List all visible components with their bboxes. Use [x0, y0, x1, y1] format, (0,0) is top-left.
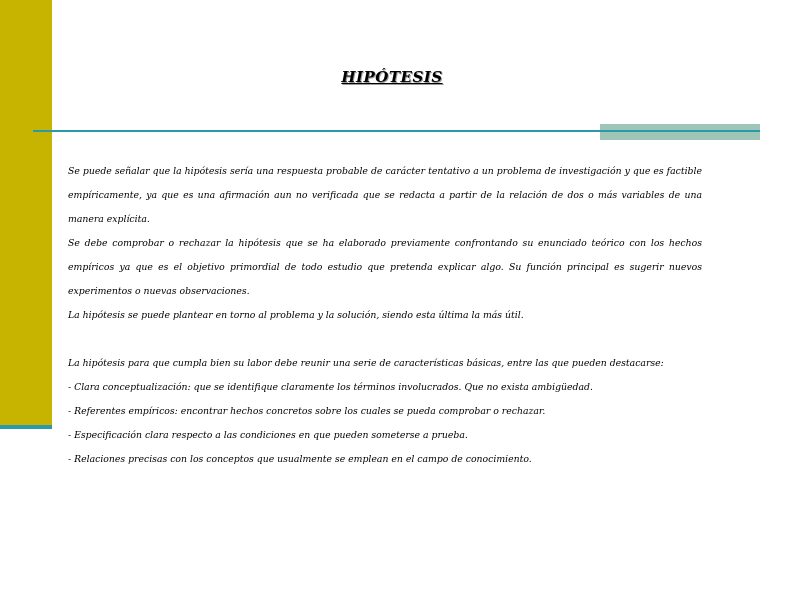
body-text — [68, 160, 702, 472]
left-accent-bar — [0, 0, 52, 425]
characteristic-item: - Relaciones precisas con los conceptos que usualmente se emplean en el campo de conocimiento. — [68, 454, 532, 465]
page-title: HIPÓTESIS — [341, 68, 443, 86]
characteristic-item: - Referentes empíricos: encontrar hechos concretos sobre los cuales se pueda comprobar o rechazar. — [68, 406, 546, 417]
paragraph-spacer — [68, 328, 702, 352]
characteristic-item: - Especificación clara respecto a las condiciones en que pueden someterse a prueba. — [68, 430, 468, 441]
paragraph-verification: Se debe comprobar o rechazar la hipótesis que se ha elaborado previamente confrontando su enunciado teórico con los hechos empíricos ya que es el objetivo primordial de todo estudio que pretenda explicar algo. Su función principal es sugerir nuevos experimentos o nuevas observaciones. — [68, 238, 702, 297]
characteristic-item: - Clara conceptualización: que se identifique claramente los términos involucrados. Que no exista ambigüedad. — [68, 382, 593, 393]
paragraph-definition: Se puede señalar que la hipótesis sería una respuesta probable de carácter tentativo a un problema de investigación y que es factible empíricamente, ya que es una afirmación aun no verificada que se redacta a partir de la relación de dos o más variables de una manera explícita. — [68, 166, 702, 225]
header-rule-block-line — [600, 130, 760, 132]
left-accent-underline — [0, 425, 52, 429]
header-rule-block — [600, 124, 760, 140]
characteristics-intro: La hipótesis para que cumpla bien su labor debe reunir una serie de características básicas, entre las que pueden destacarse: — [68, 358, 664, 369]
paragraph-approach: La hipótesis se puede plantear en torno al problema y la solución, siendo esta última la más útil. — [68, 310, 524, 321]
